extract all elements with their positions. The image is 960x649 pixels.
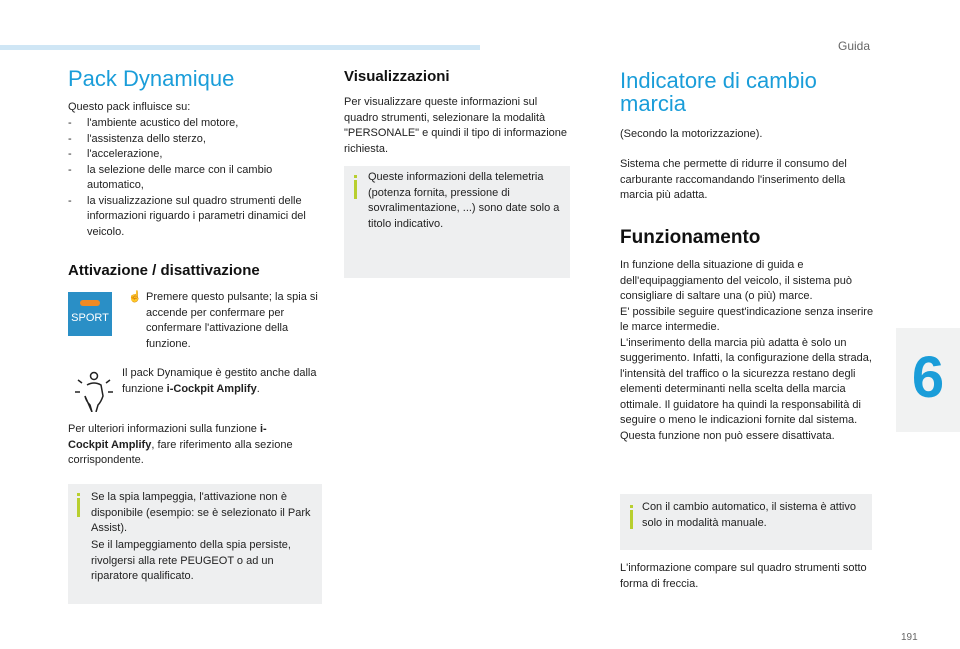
funzionamento-body — [620, 258, 876, 444]
visualizzazioni-text: Per visualizzare queste informazioni sul quadro strumenti, selezionare la modalità "PERSONALE" e quindi il tipo di informazione richiesta. — [344, 96, 568, 155]
list-item: - l'ambiente acustico del motore, — [68, 117, 239, 129]
info-box-automatic — [620, 494, 872, 550]
func-paragraph: L'inserimento della marcia più adatta è solo un suggerimento. Infatti, la configurazione della strada, l'intensità del traffico o la sicurezza restano degli elementi determinanti nella scelta della marcia ottimale. Il guidatore ha quindi la responsabilità di seguire o meno le indicazioni fornite dal sistema. — [620, 336, 872, 426]
press-text: Premere questo pulsante; la spia si accende per confermare per confermare l'attivazione della funzione. — [146, 291, 318, 350]
visualizzazioni-heading: Visualizzazioni — [344, 68, 450, 85]
indicator-description: Sistema che permette di ridurre il consumo del carburante raccomandando l'inserimento della marcia più adatta. — [620, 158, 847, 201]
info-icon — [77, 498, 80, 517]
telemetry-info-text: Queste informazioni della telemetria (potenza fornita, pressione di sovralimentazione, ...) sono date solo a titolo indicativo. — [368, 171, 560, 230]
press-bullet-icon: ☝ — [128, 291, 142, 303]
pack-intro: Questo pack influisce su: — [68, 101, 191, 113]
func-paragraph: E' possibile seguire quest'indicazione senza inserire le marce intermedie. — [620, 305, 874, 333]
info-text-2: Se il lampeggiamento della spia persiste, rivolgersi alla rete PEUGEOT o ad un riparatore qualificato. — [91, 539, 291, 582]
func-paragraph: Questa funzione non può essere disattivata. — [620, 429, 835, 442]
pack-title: Pack Dynamique — [68, 66, 235, 91]
list-item: - la visualizzazione sul quadro strumenti delle informazioni riguardo i parametri dinamici del veicolo. — [68, 194, 306, 238]
chapter-tab — [896, 328, 960, 432]
activation-heading: Attivazione / disattivazione — [68, 262, 260, 279]
sport-button-icon — [68, 292, 112, 336]
header-rule — [0, 45, 480, 50]
sport-label: SPORT — [71, 312, 109, 324]
list-item: - l'assistenza dello sterzo, — [68, 132, 206, 145]
funzionamento-heading: Funzionamento — [620, 227, 761, 248]
cockpit-text: Il pack Dynamique è gestito anche dalla funzione i-Cockpit Amplify. — [122, 367, 317, 395]
more-info-text: Per ulteriori informazioni sulla funzione i-Cockpit Amplify, fare riferimento alla sezione corrispondente. — [68, 423, 293, 466]
info-icon — [354, 180, 357, 199]
chapter-number: 6 — [911, 345, 945, 410]
indicator-footer-text: L'informazione compare sul quadro strumenti sotto forma di freccia. — [620, 562, 867, 590]
info-text-1: Se la spia lampeggia, l'attivazione non è disponibile (esempio: se è selezionato il Park Assist). — [91, 491, 311, 534]
info-box-warning — [68, 484, 322, 604]
info-icon — [630, 510, 633, 529]
sport-led-icon — [80, 300, 100, 306]
i-cockpit-amplify-icon — [72, 368, 116, 412]
list-item: - la selezione delle marce con il cambio automatico, — [68, 163, 273, 191]
section-label: Guida — [838, 39, 871, 53]
page-number: 191 — [901, 632, 918, 643]
indicator-title: Indicatore di cambio marcia — [620, 68, 817, 116]
list-item: - l'accelerazione, — [68, 148, 163, 160]
automatic-info-text: Con il cambio automatico, il sistema è attivo solo in modalità manuale. — [642, 501, 856, 529]
pack-feature-list — [68, 116, 330, 240]
info-box-telemetry — [344, 166, 570, 278]
func-paragraph: In funzione della situazione di guida e dell'equipaggiamento del veicolo, il sistema può consigliare di saltare una (o più) marce. — [620, 259, 853, 302]
motorization-note: (Secondo la motorizzazione). — [620, 128, 763, 140]
